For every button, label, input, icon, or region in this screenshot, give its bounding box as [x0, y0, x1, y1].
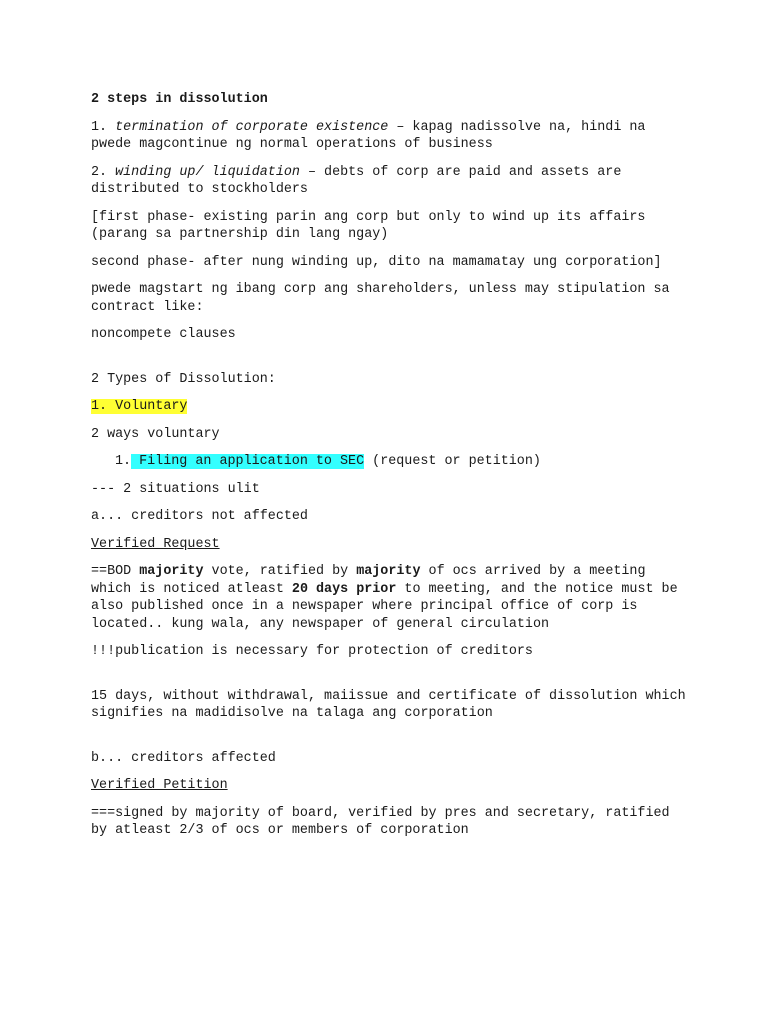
noncompete-note: noncompete clauses	[91, 327, 236, 342]
verified-request-heading: Verified Request	[91, 536, 220, 552]
filing-highlight: Filing an application to SEC	[131, 454, 365, 469]
verified-petition-heading: Verified Petition	[91, 778, 228, 793]
bod-paragraph: ==BOD majority vote, ratified by majority of ocs arrived by a meeting which is noticed atleast 20 days prior to meeting, and the notice must be also published once in a newspaper where principal office of corp is located.. kung wala, any newspaper of general circulation	[91, 564, 678, 632]
heading: 2 steps in dissolution	[91, 92, 268, 107]
step-2: 2. winding up/ liquidation – debts of corp are paid and assets are distributed to stockholders	[91, 164, 622, 197]
phase-2: second phase- after nung winding up, dito na mamamatay ung corporation]	[91, 254, 662, 270]
document-page	[91, 91, 691, 850]
publication-note: !!!publication is necessary for protection of creditors	[91, 644, 533, 659]
case-b: b... creditors affected	[91, 750, 276, 766]
signed-paragraph: ===signed by majority of board, verified by pres and secretary, ratified by atleast 2/3 of ocs or members of corporation	[91, 805, 670, 838]
situations-note: --- 2 situations ulit	[91, 481, 260, 497]
filing-item: 1. Filing an application to SEC (request or petition)	[115, 454, 541, 469]
voluntary-highlight: 1. Voluntary	[91, 399, 188, 414]
step-1: 1. termination of corporate existence – kapag nadissolve na, hindi na pwede magcontinue ng normal operations of business	[91, 119, 646, 152]
case-a: a... creditors not affected	[91, 509, 308, 524]
types-heading: 2 Types of Dissolution:	[91, 371, 276, 387]
shareholders-note: pwede magstart ng ibang corp ang shareholders, unless may stipulation sa contract like:	[91, 282, 670, 315]
phase-1: [first phase- existing parin ang corp but only to wind up its affairs (parang sa partnership din lang ngay)	[91, 209, 646, 242]
fifteen-days-note: 15 days, without withdrawal, maiissue and certificate of dissolution which signifies na madidisolve na talaga ang corporation	[91, 688, 686, 721]
voluntary-item	[91, 398, 691, 416]
ways-voluntary: 2 ways voluntary	[91, 426, 220, 442]
